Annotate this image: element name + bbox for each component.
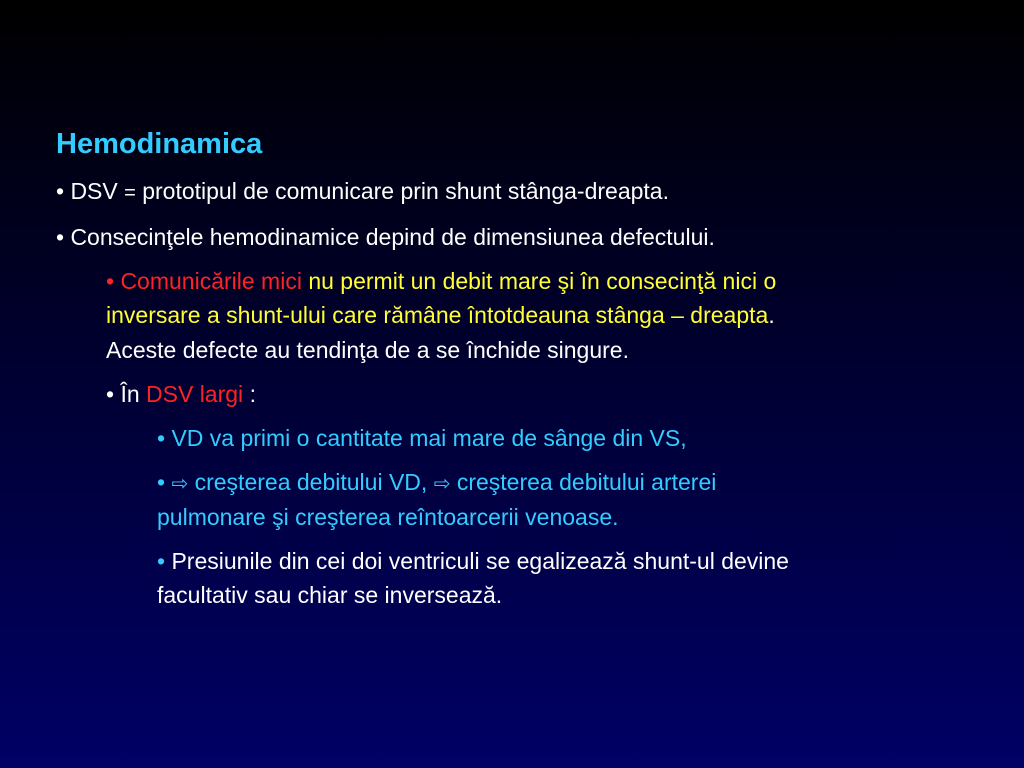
bullet-increase-line-1 bbox=[157, 465, 716, 502]
bullet-large-dsv bbox=[106, 377, 256, 412]
bullet-small-defects-line-3 bbox=[106, 333, 629, 368]
slide-title: Hemodinamica bbox=[56, 128, 263, 160]
bullet-consequences-text: • Consecinţele hemodinamice depind de dimensiunea defectului. bbox=[56, 224, 715, 250]
small-defects-text-2: inversare a shunt-ului care rămâne întotdeauna stânga – dreapta bbox=[106, 302, 769, 328]
small-defects-text-3: Aceste defecte au tendinţa de a se închide singure. bbox=[106, 337, 629, 363]
pressures-bullet: • bbox=[157, 548, 166, 574]
large-dsv-colon: : bbox=[249, 381, 256, 407]
arrow-right-icon: ⇨ bbox=[171, 473, 189, 495]
increase-bullet: • bbox=[157, 469, 166, 495]
bullet-dsv-label: • DSV bbox=[56, 178, 118, 204]
bullet-vd-receives bbox=[157, 421, 687, 456]
bullet-small-defects-line-2 bbox=[106, 298, 775, 333]
bullet-pressures-line-2 bbox=[157, 578, 502, 613]
small-defects-label: • Comunicările mici bbox=[106, 268, 302, 294]
increase-text-1: creşterea debitului VD, bbox=[194, 469, 428, 495]
large-dsv-label: DSV largi bbox=[146, 381, 244, 407]
increase-text-3: pulmonare şi creşterea reîntoarcerii venoase. bbox=[157, 504, 619, 530]
pressures-text-1: Presiunile din cei doi ventriculi se egalizează shunt-ul devine bbox=[171, 548, 789, 574]
arrow-right-icon: ⇨ bbox=[433, 473, 451, 495]
equals-sign: = bbox=[124, 182, 136, 204]
bullet-dsv-definition bbox=[56, 174, 669, 211]
small-defects-text-1: nu permit un debit mare şi în consecinţă nici o bbox=[308, 268, 777, 294]
increase-text-2: creşterea debitului arterei bbox=[456, 469, 717, 495]
bullet-consequences bbox=[56, 220, 715, 255]
bullet-small-defects-line-1 bbox=[106, 264, 776, 299]
large-dsv-prefix: • În bbox=[106, 381, 140, 407]
bullet-dsv-text: prototipul de comunicare prin shunt stânga-dreapta. bbox=[142, 178, 669, 204]
pressures-text-2: facultativ sau chiar se inversează. bbox=[157, 582, 503, 608]
vd-receives-text: • VD va primi o cantitate mai mare de sânge din VS, bbox=[157, 425, 687, 451]
bullet-increase-line-2 bbox=[157, 500, 619, 535]
bullet-pressures-line-1 bbox=[157, 544, 789, 579]
small-defects-period: . bbox=[768, 302, 775, 328]
